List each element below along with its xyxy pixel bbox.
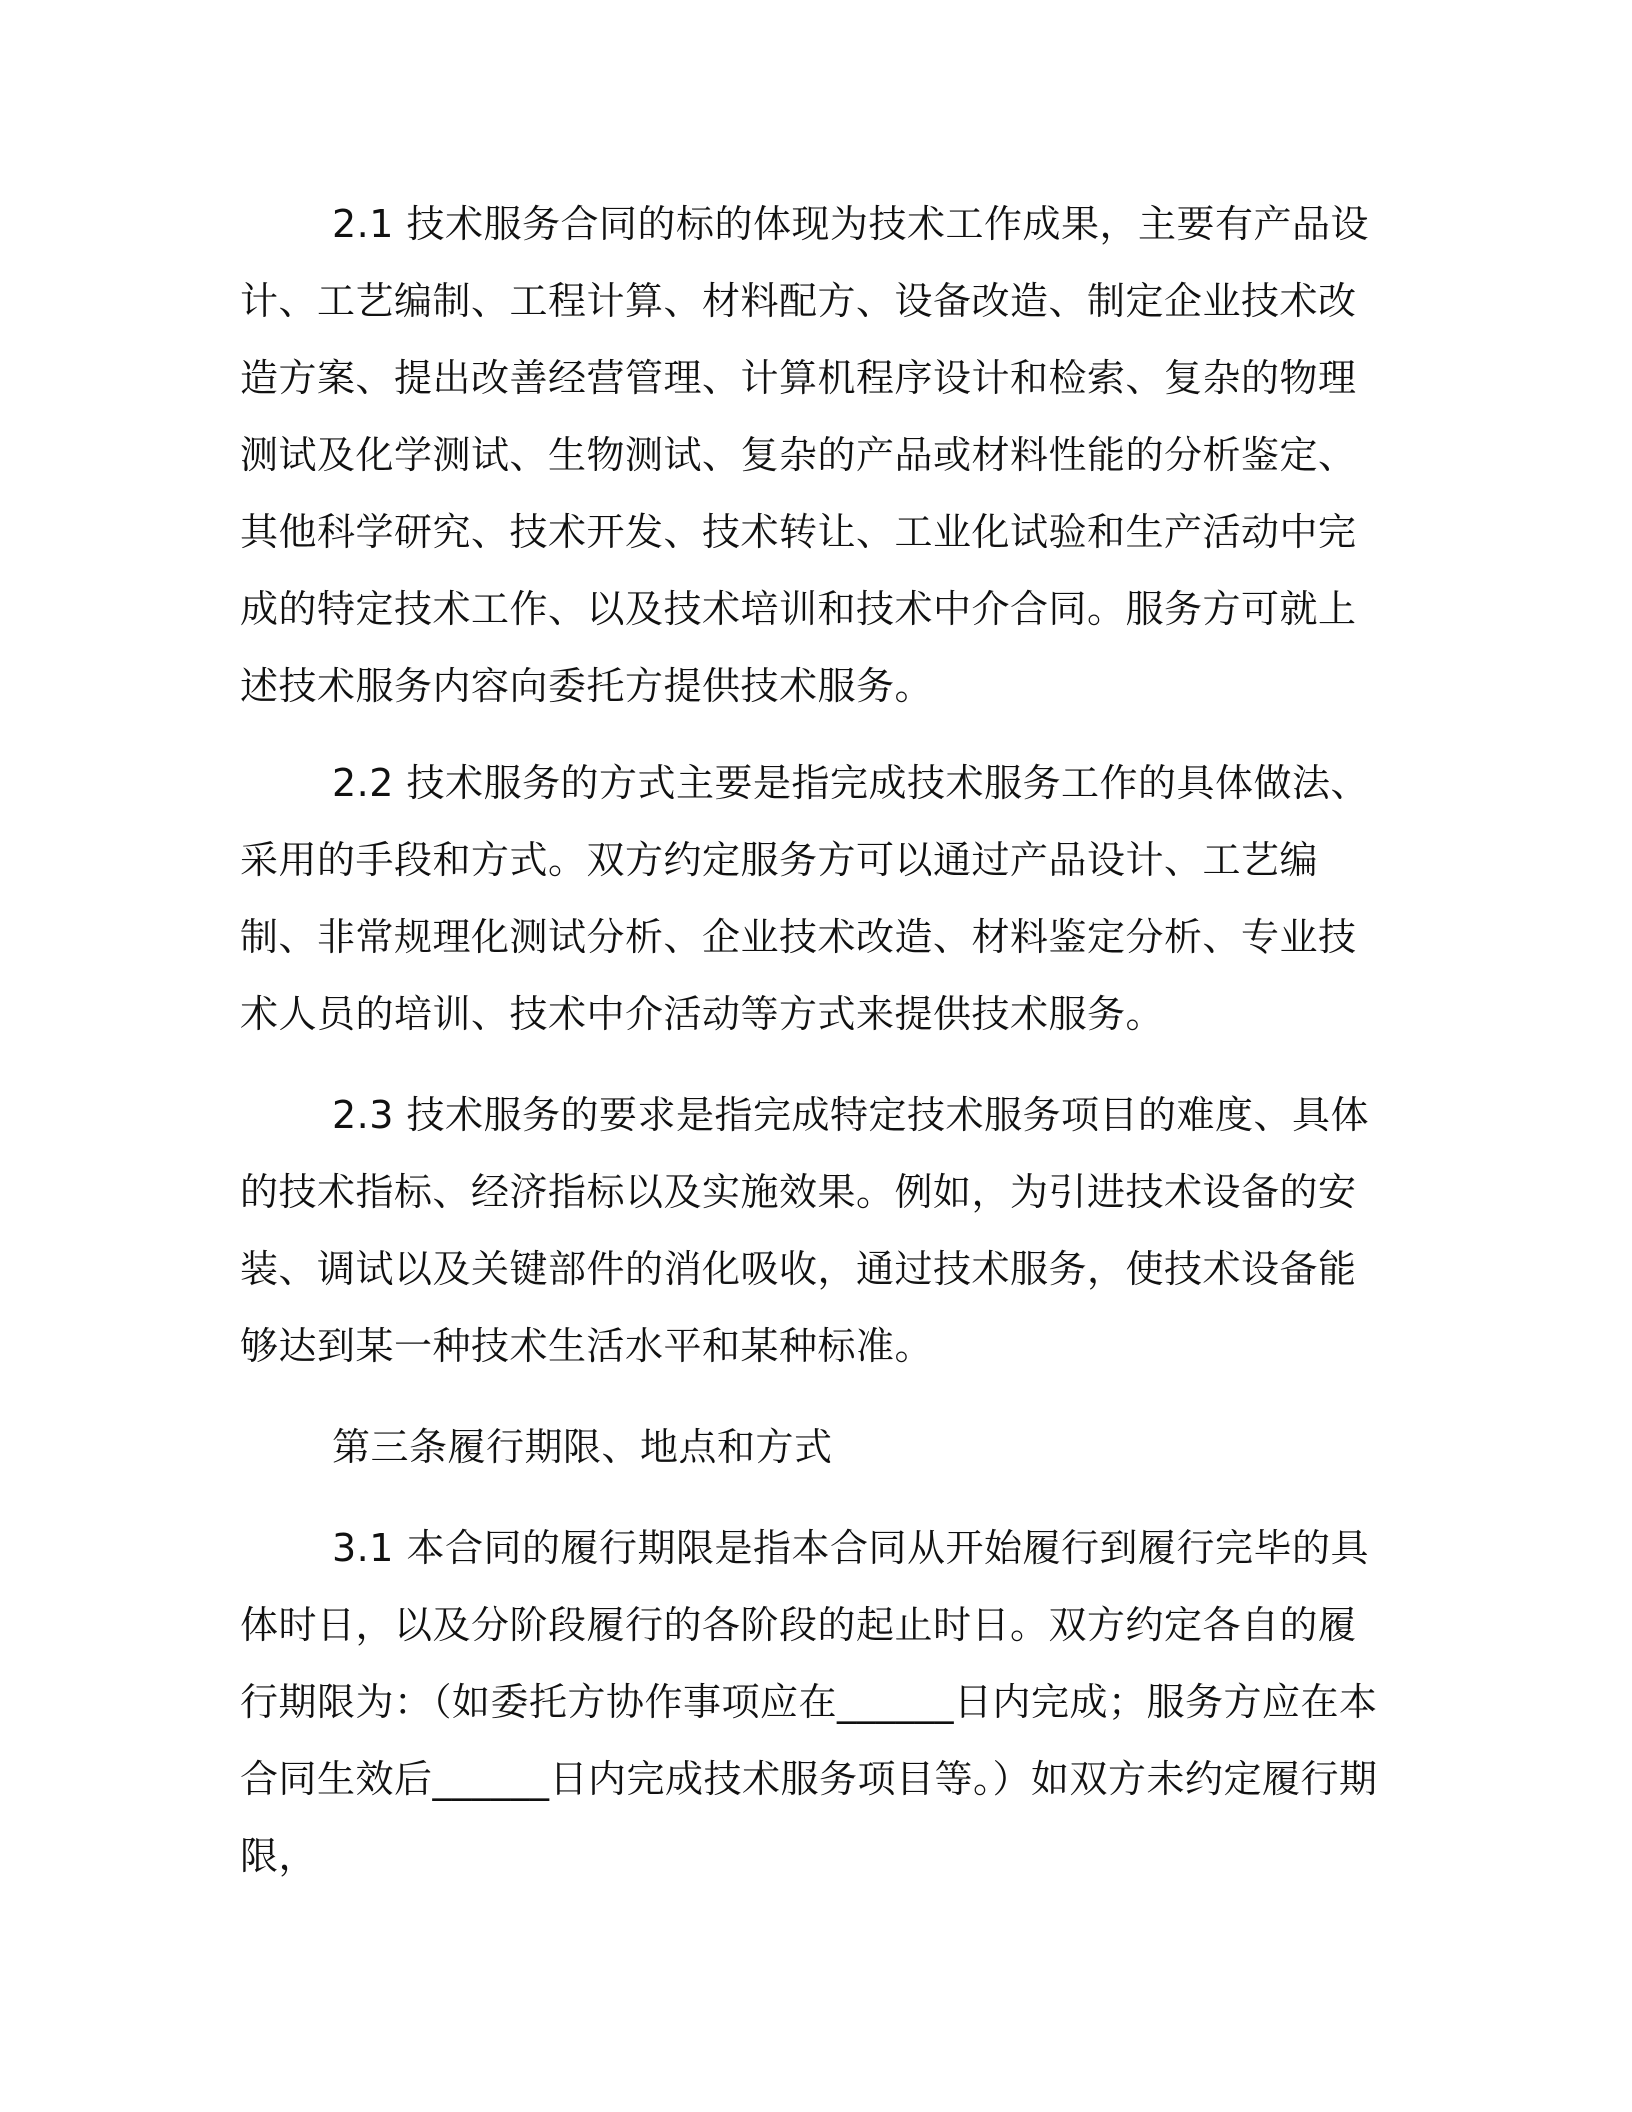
paragraph-2-3: 2.3 技术服务的要求是指完成特定技术服务项目的难度、具体的技术指标、经济指标以及实施效果。例如，为引进技术设备的安装、调试以及关键部件的消化吸收，通过技术服务，使技术设备能够达到某一种技术生活水平和某种标准。 [240, 1093, 1370, 1368]
paragraph-2-2: 2.2 技术服务的方式主要是指完成技术服务工作的具体做法、采用的手段和方式。双方约定服务方可以通过产品设计、工艺编制、非常规理化测试分析、企业技术改造、材料鉴定分析、专业技术人员的培训、技术中介活动等方式来提供技术服务。 [240, 761, 1370, 1036]
paragraph-2-1: 2.1 技术服务合同的标的体现为技术工作成果，主要有产品设计、工艺编制、工程计算、材料配方、设备改造、制定企业技术改造方案、提出改善经营管理、计算机程序设计和检索、复杂的物理测试及化学测试、生物测试、复杂的产品或材料性能的分析鉴定、其他科学研究、技术开发、技术转让、工业化试验和生产活动中完成的特定技术工作、以及技术培训和技术中介合同。服务方可就上述技术服务内容向委托方提供技术服务。 [240, 202, 1370, 708]
document-body [240, 186, 1390, 1895]
paragraph-3-1: 3.1 本合同的履行期限是指本合同从开始履行到履行完毕的具体时日，以及分阶段履行的各阶段的起止时日。双方约定各自的履行期限为：（如委托方协作事项应在______日内完成；服务方应在本合同生效后______日内完成技术服务项目等。）如双方未约定履行期限， [240, 1526, 1378, 1878]
section-heading-article-3: 第三条履行期限、地点和方式 [332, 1425, 833, 1469]
